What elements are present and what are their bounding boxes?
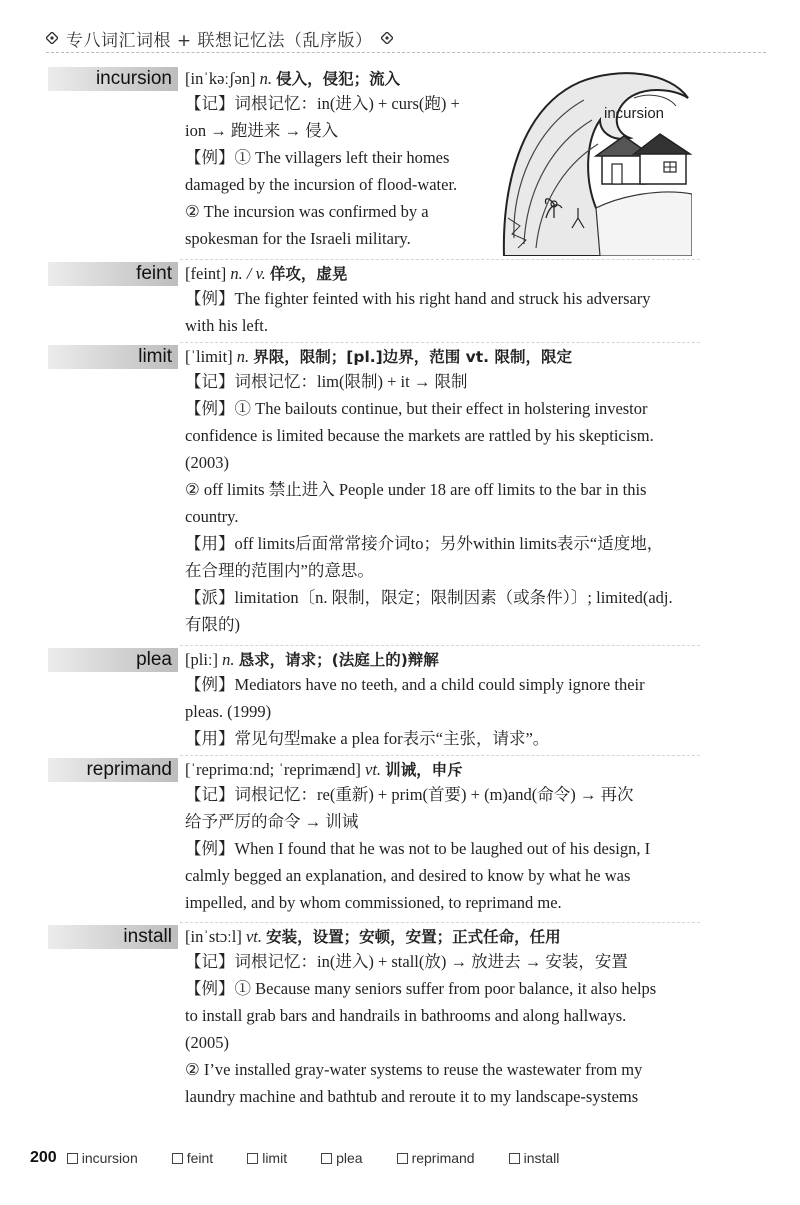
headword: install: [48, 925, 178, 949]
part-of-speech: n.: [222, 650, 239, 669]
footer-word: feint: [186, 1150, 214, 1166]
body-line: 【用】常见句型make a plea for表示“主张，请求”。: [185, 729, 550, 748]
footer-word: reprimand: [411, 1150, 475, 1166]
body-line: pleas. (1999): [185, 702, 272, 721]
body-line: country.: [185, 507, 239, 526]
body-line: 【例】① The bailouts continue, but their effect in holstering investor: [185, 399, 648, 418]
book-title: 专八词汇词根 + 联想记忆法（乱序版）: [66, 30, 373, 51]
body-line: 【例】① Because many seniors suffer from poor balance, it also helps: [185, 979, 657, 998]
footer-word-item: [247, 1150, 287, 1166]
body-line: 在合理的范围内”的意思。: [185, 561, 374, 580]
phonetic: [ˈlimit]: [185, 347, 237, 366]
entry-divider: [180, 259, 700, 261]
body-line: 【例】① The villagers left their homes: [185, 148, 450, 167]
footer-word-item: [67, 1150, 138, 1166]
footer-word-item: [321, 1150, 362, 1166]
definition: 训诫，申斥: [385, 761, 463, 779]
definition: 界限，限制；[pl.]边界，范围 vt. 限制，限定: [253, 348, 572, 366]
footer-word: incursion: [81, 1150, 138, 1166]
definition: 佯攻，虚晃: [269, 265, 348, 283]
headword: reprimand: [48, 758, 178, 782]
body-line: 【例】Mediators have no teeth, and a child could simply ignore their: [185, 675, 645, 694]
checkbox-icon: [247, 1153, 258, 1164]
body-line: calmly begged an explanation, and desired to know by what he was: [185, 866, 631, 885]
definition: 安装，设置；安顿，安置；正式任命，任用: [266, 928, 561, 946]
body-line: 【记】词根记忆：lim(限制) + it → 限制: [185, 372, 468, 391]
definition: 侵入，侵犯；流入: [276, 70, 401, 88]
body-line: (2005): [185, 1033, 229, 1052]
footer-word: limit: [262, 1150, 288, 1166]
footer-word-item: [172, 1150, 213, 1166]
headword-definition-line: [185, 927, 561, 947]
headword-definition-line: [185, 69, 400, 89]
body-line: ② The incursion was confirmed by a: [185, 202, 429, 221]
body-line: confidence is limited because the markets are rattled by his skepticism.: [185, 426, 654, 445]
phonetic: [pliː]: [185, 650, 223, 669]
headword: plea: [48, 648, 178, 672]
footer-word-list: [63, 1150, 560, 1166]
headword: limit: [48, 345, 178, 369]
phonetic: [inˈstɔːl]: [185, 927, 246, 946]
headword: feint: [48, 262, 178, 286]
footer-word-item: [397, 1150, 475, 1166]
diamond-ornament-icon: [381, 32, 393, 44]
body-line: 【用】off limits后面常常接介词to；另外within limits表示“适度地，: [185, 534, 664, 553]
page-number: 200: [30, 1149, 57, 1166]
phonetic: [inˈkəːʃən]: [185, 69, 260, 88]
headword-definition-line: [185, 650, 439, 670]
headword-definition-line: [185, 760, 463, 780]
body-line: 【记】词根记忆：in(进入) + curs(跑) +: [185, 94, 460, 113]
running-header: [46, 24, 766, 53]
incursion-illustration: [500, 68, 692, 256]
entry-divider: [180, 342, 700, 344]
checkbox-icon: [509, 1153, 520, 1164]
illustration-caption: incursion: [604, 105, 665, 122]
body-line: damaged by the incursion of flood-water.: [185, 175, 458, 194]
body-line: ion → 跑进来 → 侵入: [185, 121, 339, 140]
body-line: 给予严厉的命令 → 训诫: [185, 812, 359, 831]
headword: incursion: [48, 67, 178, 91]
checkbox-icon: [397, 1153, 408, 1164]
body-line: to install grab bars and handrails in bathrooms and along hallways.: [185, 1006, 627, 1025]
footer-word: install: [523, 1150, 560, 1166]
body-line: ② I’ve installed gray-water systems to reuse the wastewater from my: [185, 1060, 643, 1079]
phonetic: [ˈreprimɑːnd; ˈreprimænd]: [185, 760, 365, 779]
footer-word: plea: [336, 1150, 363, 1166]
entry-divider: [180, 755, 700, 757]
entry-divider: [180, 645, 700, 647]
headword-definition-line: [185, 347, 572, 367]
headword-definition-line: [185, 264, 347, 284]
body-line: laundry machine and bathtub and reroute it to my landscape-systems: [185, 1087, 639, 1106]
checkbox-icon: [321, 1153, 332, 1164]
part-of-speech: n.: [236, 347, 254, 366]
definition: 恳求，请求；(法庭上的)辩解: [238, 651, 439, 669]
checkbox-icon: [67, 1153, 78, 1164]
part-of-speech: n.: [259, 69, 277, 88]
body-line: 【例】When I found that he was not to be laughed out of his design, I: [185, 839, 651, 858]
phonetic: [feint]: [185, 264, 231, 283]
body-line: impelled, and by whom commissioned, to reprimand me.: [185, 893, 562, 912]
body-line: 有限的): [185, 615, 240, 634]
body-line: 【记】词根记忆：re(重新) + prim(首要) + (m)and(命令) → 再次: [185, 785, 634, 804]
diamond-ornament-icon: [46, 32, 58, 44]
part-of-speech: vt.: [245, 927, 267, 946]
part-of-speech: n. / v.: [230, 264, 270, 283]
entry-divider: [180, 922, 700, 924]
body-line: spokesman for the Israeli military.: [185, 229, 411, 248]
body-line: 【派】limitation〔n. 限制，限定；限制因素（或条件）〕; limited(adj.: [185, 588, 673, 607]
body-line: ② off limits 禁止进入 People under 18 are off limits to the bar in this: [185, 480, 647, 499]
page-footer: [30, 1147, 770, 1169]
body-line: with his left.: [185, 316, 268, 335]
part-of-speech: vt.: [365, 760, 386, 779]
body-line: (2003): [185, 453, 229, 472]
body-line: 【例】The fighter feinted with his right hand and struck his adversary: [185, 289, 651, 308]
footer-word-item: [509, 1150, 560, 1166]
body-line: 【记】词根记忆：in(进入) + stall(放) → 放进去 → 安装，安置: [185, 952, 628, 971]
checkbox-icon: [172, 1153, 183, 1164]
